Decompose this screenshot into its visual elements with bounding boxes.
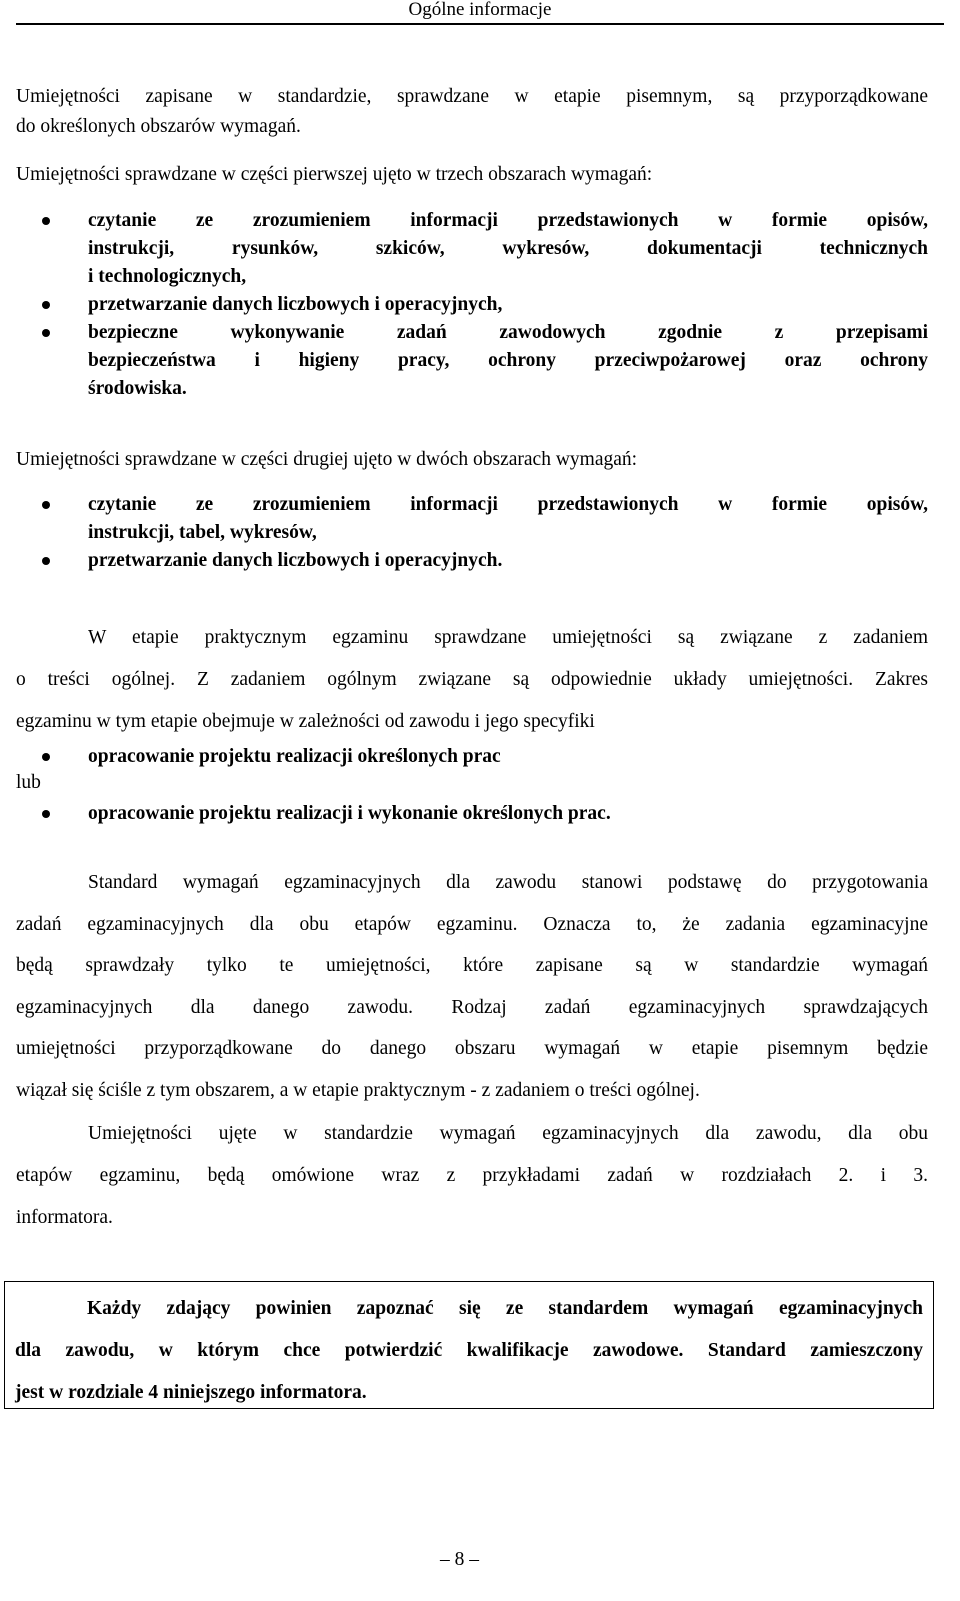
notice-line: jest w rozdziale 4 niniejszego informatora. bbox=[15, 1382, 367, 1403]
list-item-line: czytanie ze zrozumieniem informacji przedstawionych w formie opisów, bbox=[88, 210, 928, 231]
skills-paragraph bbox=[16, 1113, 928, 1239]
practical-option-1 bbox=[16, 743, 928, 771]
standard-line: wiązał się ściśle z tym obszarem, a w etapie praktycznym - z zadaniem o treści ogólnej. bbox=[16, 1079, 700, 1101]
practical-option-2 bbox=[16, 800, 928, 828]
list-item-line: bezpieczne wykonywanie zadań zawodowych zgodnie z przepisami bbox=[88, 322, 928, 343]
list-item-line: przetwarzanie danych liczbowych i operacyjnych. bbox=[88, 550, 503, 571]
practical-line-3: egzaminu w tym etapie obejmuje w zależności od zawodu i jego specyfiki bbox=[16, 711, 595, 732]
part1-heading: Umiejętności sprawdzane w części pierwszej ujęto w trzech obszarach wymagań: bbox=[16, 164, 653, 185]
list-item-line: środowiska. bbox=[88, 378, 187, 399]
list-item bbox=[16, 743, 928, 771]
bullet-icon bbox=[42, 329, 50, 337]
part1-list bbox=[16, 207, 928, 403]
or-text: lub bbox=[16, 772, 41, 793]
list-item bbox=[16, 291, 928, 319]
list-item-line: opracowanie projektu realizacji określonych prac bbox=[88, 746, 501, 767]
notice-line: Każdy zdający powinien zapoznać się ze standardem wymagań egzaminacyjnych bbox=[87, 1298, 923, 1319]
list-item-line: i technologicznych, bbox=[88, 266, 247, 287]
list-item bbox=[16, 207, 928, 291]
practical-line-2: o treści ogólnej. Z zadaniem ogólnym związane są odpowiednie układy umiejętności. Zakres bbox=[16, 669, 928, 690]
notice-line: dla zawodu, w którym chce potwierdzić kwalifikacje zawodowe. Standard zamieszczony bbox=[15, 1340, 923, 1361]
list-item bbox=[16, 800, 928, 828]
bullet-icon bbox=[42, 557, 50, 565]
page-header bbox=[16, 0, 944, 25]
bullet-icon bbox=[42, 217, 50, 225]
list-item-line: opracowanie projektu realizacji i wykonanie określonych prac. bbox=[88, 803, 611, 824]
practical-line-1: W etapie praktycznym egzaminu sprawdzane umiejętności są związane z zadaniem bbox=[88, 627, 928, 648]
standard-line: zadań egzaminacyjnych dla obu etapów egzaminu. Oznacza to, że zadania egzaminacyjne bbox=[16, 913, 928, 935]
list-item-line: instrukcji, rysunków, szkiców, wykresów, dokumentacji technicznych bbox=[88, 238, 928, 259]
list-item-line: czytanie ze zrozumieniem informacji przedstawionych w formie opisów, bbox=[88, 494, 928, 515]
standard-line: egzaminacyjnych dla danego zawodu. Rodzaj zadań egzaminacyjnych sprawdzających bbox=[16, 996, 928, 1018]
list-item-line: bezpieczeństwa i higieny pracy, ochrony przeciwpożarowej oraz ochrony bbox=[88, 350, 928, 371]
standard-paragraph bbox=[16, 862, 928, 1111]
bullet-icon bbox=[42, 753, 50, 761]
standard-line: umiejętności przyporządkowane do danego obszaru wymagań w etapie pisemnym będzie bbox=[16, 1038, 928, 1059]
intro-line-2: do określonych obszarów wymagań. bbox=[16, 116, 301, 137]
skills-line: Umiejętności ujęte w standardzie wymagań egzaminacyjnych dla zawodu, dla obu bbox=[88, 1123, 928, 1144]
list-item bbox=[16, 547, 928, 575]
list-item-line: przetwarzanie danych liczbowych i operacyjnych, bbox=[88, 294, 503, 315]
bullet-icon bbox=[42, 501, 50, 509]
header-title: Ogólne informacje bbox=[408, 0, 552, 20]
bullet-icon bbox=[42, 810, 50, 818]
practical-paragraph bbox=[16, 617, 928, 743]
page-number: – 8 – bbox=[440, 1549, 479, 1570]
part2-list bbox=[16, 491, 928, 575]
bullet-icon bbox=[42, 301, 50, 309]
part2-heading: Umiejętności sprawdzane w części drugiej ujęto w dwóch obszarach wymagań: bbox=[16, 449, 638, 470]
intro-paragraph bbox=[16, 82, 928, 142]
skills-line: etapów egzaminu, będą omówione wraz z przykładami zadań w rozdziałach 2. i 3. bbox=[16, 1165, 928, 1186]
skills-line: informatora. bbox=[16, 1207, 113, 1228]
notice-box bbox=[4, 1281, 934, 1409]
intro-line-1: Umiejętności zapisane w standardzie, sprawdzane w etapie pisemnym, są przyporządkowane bbox=[16, 86, 928, 107]
list-item-line: instrukcji, tabel, wykresów, bbox=[88, 522, 317, 543]
standard-line: będą sprawdzały tylko te umiejętności, które zapisane są w standardzie wymagań bbox=[16, 955, 928, 976]
list-item bbox=[16, 319, 928, 403]
list-item bbox=[16, 491, 928, 547]
standard-line: Standard wymagań egzaminacyjnych dla zawodu stanowi podstawę do przygotowania bbox=[88, 872, 928, 893]
